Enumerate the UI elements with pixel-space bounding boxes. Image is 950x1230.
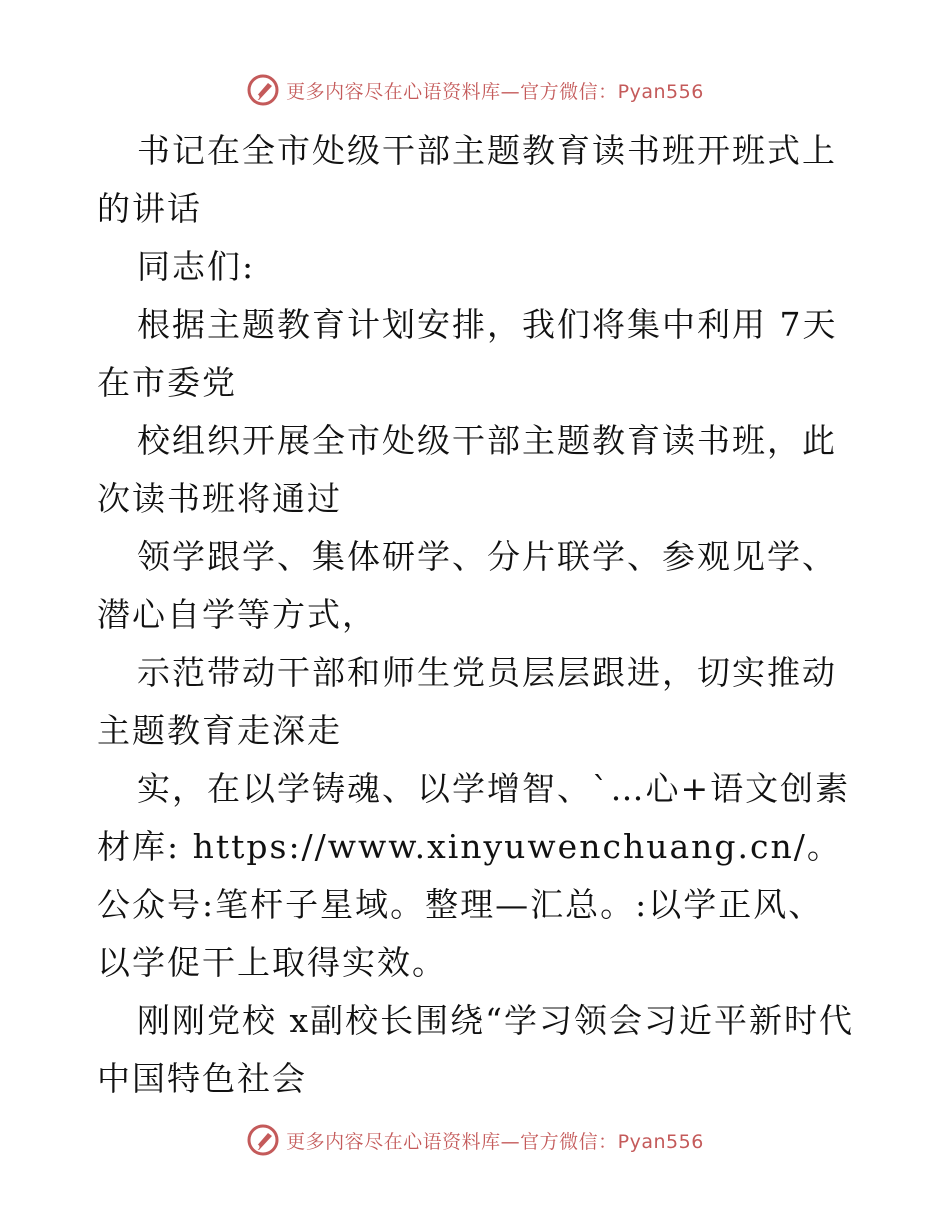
paragraph: 校组织开展全市处级干部主题教育读书班，此次读书班将通过 (97, 421, 837, 518)
document-body (97, 122, 857, 1108)
paragraph: 实，在以学铸魂、以学增智、`…心+语文创素材库: https://www.xinyuwenchuang.cn/。公众号:笔杆子星域。整理—汇总。:以学正风、以学促干上取得实效。 (97, 769, 851, 982)
paragraph-salutation: 同志们: (137, 247, 256, 286)
footer-banner (0, 1120, 950, 1160)
header-banner (0, 70, 950, 110)
banner-text: 更多内容尽在心语资料库—官方微信：Pyan556 (286, 1130, 704, 1153)
pen-nib-circle-icon (246, 73, 280, 107)
paragraph-title: 书记在全市处级干部主题教育读书班开班式上的讲话 (97, 131, 837, 228)
paragraph: 领学跟学、集体研学、分片联学、参观见学、潜心自学等方式， (97, 537, 837, 634)
banner-text: 更多内容尽在心语资料库—官方微信：Pyan556 (286, 80, 704, 103)
pen-nib-circle-icon (246, 1123, 280, 1157)
paragraph: 根据主题教育计划安排，我们将集中利用 7天在市委党 (97, 305, 838, 402)
paragraph: 示范带动干部和师生党员层层跟进，切实推动主题教育走深走 (97, 653, 837, 750)
paragraph: 刚刚党校 x副校长围绕“学习领会习近平新时代中国特色社会 (97, 1001, 854, 1098)
